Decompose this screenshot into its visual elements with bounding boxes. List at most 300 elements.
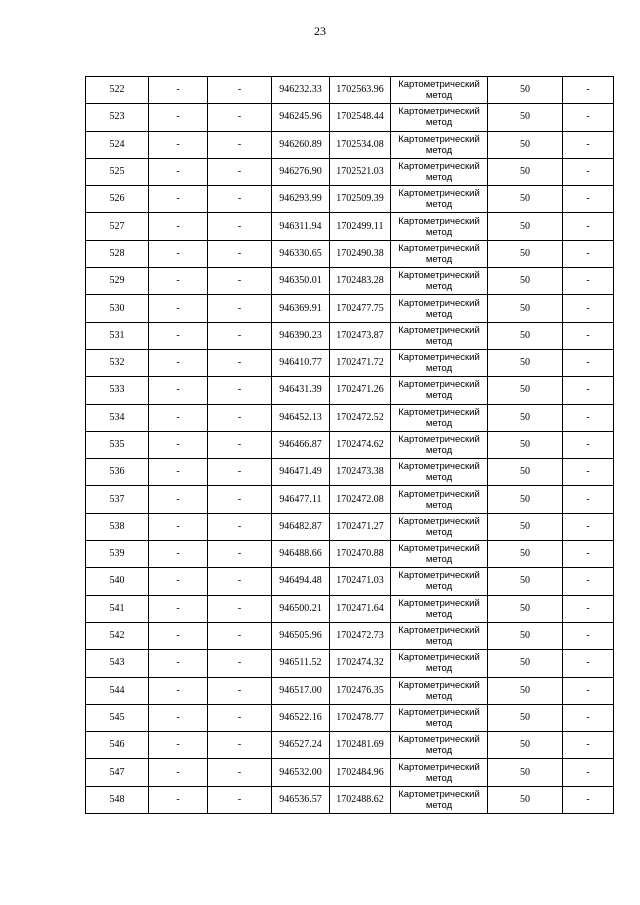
x-coordinate-cell: 946431.39 xyxy=(272,377,330,404)
method-line-2: метод xyxy=(425,799,453,811)
empty-dash-cell: - xyxy=(208,213,272,240)
empty-dash-cell: - xyxy=(563,404,614,431)
accuracy-cell: 50 xyxy=(488,158,563,185)
table-row xyxy=(86,295,614,322)
y-coordinate-cell: 1702476.35 xyxy=(330,677,391,704)
table-row xyxy=(86,732,614,759)
empty-dash-cell: - xyxy=(208,404,272,431)
y-coordinate-cell: 1702483.28 xyxy=(330,268,391,295)
y-coordinate-cell: 1702472.08 xyxy=(330,486,391,513)
empty-dash-cell: - xyxy=(563,213,614,240)
empty-dash-cell: - xyxy=(208,732,272,759)
empty-dash-cell: - xyxy=(208,704,272,731)
table-row xyxy=(86,759,614,786)
table-row xyxy=(86,186,614,213)
method-cell xyxy=(391,650,488,677)
empty-dash-cell: - xyxy=(563,240,614,267)
x-coordinate-cell: 946477.11 xyxy=(272,486,330,513)
table-row xyxy=(86,786,614,813)
table-row xyxy=(86,158,614,185)
accuracy-cell: 50 xyxy=(488,295,563,322)
empty-dash-cell: - xyxy=(563,622,614,649)
accuracy-cell: 50 xyxy=(488,541,563,568)
x-coordinate-cell: 946517.00 xyxy=(272,677,330,704)
table-row xyxy=(86,486,614,513)
empty-dash-cell: - xyxy=(208,431,272,458)
method-line-1: Картометрический xyxy=(398,379,480,391)
method-line-1: Картометрический xyxy=(398,352,480,364)
accuracy-cell: 50 xyxy=(488,377,563,404)
method-line-2: метод xyxy=(425,554,453,566)
empty-dash-cell: - xyxy=(563,268,614,295)
method-line-1: Картометрический xyxy=(398,79,480,91)
empty-dash-cell: - xyxy=(208,541,272,568)
empty-dash-cell: - xyxy=(563,786,614,813)
y-coordinate-cell: 1702499.11 xyxy=(330,213,391,240)
method-line-1: Картометрический xyxy=(398,679,480,691)
table-row xyxy=(86,104,614,131)
table-row xyxy=(86,268,614,295)
x-coordinate-cell: 946522.16 xyxy=(272,704,330,731)
empty-dash-cell: - xyxy=(208,677,272,704)
accuracy-cell: 50 xyxy=(488,595,563,622)
method-line-1: Картометрический xyxy=(398,652,480,664)
point-number-cell: 546 xyxy=(86,732,149,759)
method-line-2: метод xyxy=(425,663,453,675)
x-coordinate-cell: 946471.49 xyxy=(272,459,330,486)
method-line-1: Картометрический xyxy=(398,488,480,500)
empty-dash-cell: - xyxy=(563,595,614,622)
method-cell xyxy=(391,377,488,404)
y-coordinate-cell: 1702563.96 xyxy=(330,77,391,104)
method-line-2: метод xyxy=(425,335,453,347)
x-coordinate-cell: 946488.66 xyxy=(272,541,330,568)
empty-dash-cell: - xyxy=(208,377,272,404)
y-coordinate-cell: 1702472.52 xyxy=(330,404,391,431)
x-coordinate-cell: 946466.87 xyxy=(272,431,330,458)
method-line-2: метод xyxy=(425,499,453,511)
accuracy-cell: 50 xyxy=(488,131,563,158)
method-line-1: Картометрический xyxy=(398,106,480,118)
accuracy-cell: 50 xyxy=(488,759,563,786)
method-cell xyxy=(391,595,488,622)
empty-dash-cell: - xyxy=(208,459,272,486)
x-coordinate-cell: 946505.96 xyxy=(272,622,330,649)
x-coordinate-cell: 946276.90 xyxy=(272,158,330,185)
table-row xyxy=(86,568,614,595)
method-line-2: метод xyxy=(425,199,453,211)
point-number-cell: 534 xyxy=(86,404,149,431)
empty-dash-cell: - xyxy=(208,759,272,786)
point-number-cell: 547 xyxy=(86,759,149,786)
empty-dash-cell: - xyxy=(208,622,272,649)
empty-dash-cell: - xyxy=(563,759,614,786)
method-line-2: метод xyxy=(425,117,453,129)
empty-dash-cell: - xyxy=(208,513,272,540)
empty-dash-cell: - xyxy=(563,377,614,404)
empty-dash-cell: - xyxy=(563,104,614,131)
accuracy-cell: 50 xyxy=(488,459,563,486)
accuracy-cell: 50 xyxy=(488,622,563,649)
method-line-1: Картометрический xyxy=(398,324,480,336)
method-line-2: метод xyxy=(425,772,453,784)
empty-dash-cell: - xyxy=(563,186,614,213)
y-coordinate-cell: 1702470.88 xyxy=(330,541,391,568)
empty-dash-cell: - xyxy=(208,186,272,213)
point-number-cell: 544 xyxy=(86,677,149,704)
method-line-1: Картометрический xyxy=(398,242,480,254)
method-line-2: метод xyxy=(425,526,453,538)
method-line-1: Картометрический xyxy=(398,734,480,746)
method-cell xyxy=(391,677,488,704)
method-line-2: метод xyxy=(425,363,453,375)
method-cell xyxy=(391,240,488,267)
empty-dash-cell: - xyxy=(563,704,614,731)
table-row xyxy=(86,650,614,677)
accuracy-cell: 50 xyxy=(488,786,563,813)
x-coordinate-cell: 946293.99 xyxy=(272,186,330,213)
y-coordinate-cell: 1702548.44 xyxy=(330,104,391,131)
table-row xyxy=(86,404,614,431)
x-coordinate-cell: 946511.52 xyxy=(272,650,330,677)
y-coordinate-cell: 1702473.87 xyxy=(330,322,391,349)
method-cell xyxy=(391,131,488,158)
empty-dash-cell: - xyxy=(149,186,208,213)
x-coordinate-cell: 946232.33 xyxy=(272,77,330,104)
point-number-cell: 536 xyxy=(86,459,149,486)
method-cell xyxy=(391,459,488,486)
empty-dash-cell: - xyxy=(149,268,208,295)
method-line-2: метод xyxy=(425,253,453,265)
y-coordinate-cell: 1702471.72 xyxy=(330,349,391,376)
table-row xyxy=(86,541,614,568)
empty-dash-cell: - xyxy=(208,131,272,158)
empty-dash-cell: - xyxy=(149,131,208,158)
empty-dash-cell: - xyxy=(149,513,208,540)
accuracy-cell: 50 xyxy=(488,513,563,540)
empty-dash-cell: - xyxy=(563,732,614,759)
empty-dash-cell: - xyxy=(149,77,208,104)
method-line-2: метод xyxy=(425,417,453,429)
method-line-1: Картометрический xyxy=(398,434,480,445)
empty-dash-cell: - xyxy=(563,322,614,349)
point-number-cell: 541 xyxy=(86,595,149,622)
method-cell xyxy=(391,622,488,649)
table-row xyxy=(86,131,614,158)
empty-dash-cell: - xyxy=(563,431,614,458)
empty-dash-cell: - xyxy=(563,295,614,322)
method-line-1: Картометрический xyxy=(398,188,480,200)
page-number: 23 xyxy=(314,24,326,38)
method-cell xyxy=(391,486,488,513)
x-coordinate-cell: 946452.13 xyxy=(272,404,330,431)
table-row xyxy=(86,622,614,649)
y-coordinate-cell: 1702521.03 xyxy=(330,158,391,185)
y-coordinate-cell: 1702471.03 xyxy=(330,568,391,595)
y-coordinate-cell: 1702473.38 xyxy=(330,459,391,486)
point-number-cell: 526 xyxy=(86,186,149,213)
empty-dash-cell: - xyxy=(149,459,208,486)
y-coordinate-cell: 1702477.75 xyxy=(330,295,391,322)
method-line-2: метод xyxy=(425,144,453,156)
empty-dash-cell: - xyxy=(563,568,614,595)
table-row xyxy=(86,704,614,731)
method-line-1: Картометрический xyxy=(398,406,480,418)
method-line-1: Картометрический xyxy=(398,597,480,609)
accuracy-cell: 50 xyxy=(488,704,563,731)
method-cell xyxy=(391,186,488,213)
x-coordinate-cell: 946369.91 xyxy=(272,295,330,322)
method-line-2: метод xyxy=(425,445,453,456)
y-coordinate-cell: 1702471.27 xyxy=(330,513,391,540)
method-cell xyxy=(391,541,488,568)
empty-dash-cell: - xyxy=(563,77,614,104)
x-coordinate-cell: 946482.87 xyxy=(272,513,330,540)
method-cell xyxy=(391,513,488,540)
method-line-2: метод xyxy=(425,90,453,102)
method-cell xyxy=(391,213,488,240)
point-number-cell: 524 xyxy=(86,131,149,158)
table-row xyxy=(86,77,614,104)
method-line-1: Картометрический xyxy=(398,761,480,773)
method-cell xyxy=(391,759,488,786)
empty-dash-cell: - xyxy=(149,377,208,404)
x-coordinate-cell: 946330.65 xyxy=(272,240,330,267)
empty-dash-cell: - xyxy=(563,677,614,704)
method-cell xyxy=(391,322,488,349)
empty-dash-cell: - xyxy=(208,158,272,185)
x-coordinate-cell: 946311.94 xyxy=(272,213,330,240)
y-coordinate-cell: 1702488.62 xyxy=(330,786,391,813)
method-line-1: Картометрический xyxy=(398,133,480,145)
accuracy-cell: 50 xyxy=(488,404,563,431)
empty-dash-cell: - xyxy=(149,732,208,759)
point-number-cell: 545 xyxy=(86,704,149,731)
empty-dash-cell: - xyxy=(563,650,614,677)
method-cell xyxy=(391,158,488,185)
empty-dash-cell: - xyxy=(149,595,208,622)
y-coordinate-cell: 1702490.38 xyxy=(330,240,391,267)
empty-dash-cell: - xyxy=(149,295,208,322)
x-coordinate-cell: 946500.21 xyxy=(272,595,330,622)
y-coordinate-cell: 1702474.32 xyxy=(330,650,391,677)
empty-dash-cell: - xyxy=(149,404,208,431)
empty-dash-cell: - xyxy=(208,349,272,376)
method-line-2: метод xyxy=(425,636,453,648)
empty-dash-cell: - xyxy=(149,240,208,267)
accuracy-cell: 50 xyxy=(488,732,563,759)
point-number-cell: 529 xyxy=(86,268,149,295)
method-line-2: метод xyxy=(425,581,453,593)
method-line-1: Картометрический xyxy=(398,706,480,718)
table-row xyxy=(86,595,614,622)
x-coordinate-cell: 946532.00 xyxy=(272,759,330,786)
method-cell xyxy=(391,268,488,295)
coordinates-table xyxy=(85,76,614,814)
empty-dash-cell: - xyxy=(563,158,614,185)
x-coordinate-cell: 946494.48 xyxy=(272,568,330,595)
empty-dash-cell: - xyxy=(208,486,272,513)
method-line-2: метод xyxy=(425,472,453,484)
empty-dash-cell: - xyxy=(149,213,208,240)
method-cell xyxy=(391,77,488,104)
empty-dash-cell: - xyxy=(149,349,208,376)
y-coordinate-cell: 1702481.69 xyxy=(330,732,391,759)
point-number-cell: 531 xyxy=(86,322,149,349)
method-cell xyxy=(391,295,488,322)
y-coordinate-cell: 1702509.39 xyxy=(330,186,391,213)
empty-dash-cell: - xyxy=(149,677,208,704)
point-number-cell: 525 xyxy=(86,158,149,185)
method-cell xyxy=(391,349,488,376)
empty-dash-cell: - xyxy=(563,486,614,513)
method-line-1: Картометрический xyxy=(398,570,480,582)
method-line-2: метод xyxy=(425,226,453,238)
accuracy-cell: 50 xyxy=(488,650,563,677)
empty-dash-cell: - xyxy=(208,240,272,267)
empty-dash-cell: - xyxy=(208,650,272,677)
table-row xyxy=(86,349,614,376)
point-number-cell: 548 xyxy=(86,786,149,813)
empty-dash-cell: - xyxy=(208,595,272,622)
accuracy-cell: 50 xyxy=(488,486,563,513)
accuracy-cell: 50 xyxy=(488,104,563,131)
empty-dash-cell: - xyxy=(208,268,272,295)
point-number-cell: 528 xyxy=(86,240,149,267)
empty-dash-cell: - xyxy=(208,322,272,349)
x-coordinate-cell: 946410.77 xyxy=(272,349,330,376)
method-cell xyxy=(391,704,488,731)
table-row xyxy=(86,213,614,240)
accuracy-cell: 50 xyxy=(488,213,563,240)
accuracy-cell: 50 xyxy=(488,77,563,104)
empty-dash-cell: - xyxy=(563,513,614,540)
table-row xyxy=(86,459,614,486)
y-coordinate-cell: 1702471.26 xyxy=(330,377,391,404)
point-number-cell: 543 xyxy=(86,650,149,677)
y-coordinate-cell: 1702472.73 xyxy=(330,622,391,649)
empty-dash-cell: - xyxy=(208,568,272,595)
method-line-2: метод xyxy=(425,172,453,184)
point-number-cell: 535 xyxy=(86,431,149,458)
method-line-2: метод xyxy=(425,690,453,702)
point-number-cell: 539 xyxy=(86,541,149,568)
accuracy-cell: 50 xyxy=(488,322,563,349)
method-line-1: Картометрический xyxy=(398,215,480,227)
empty-dash-cell: - xyxy=(563,541,614,568)
empty-dash-cell: - xyxy=(149,104,208,131)
empty-dash-cell: - xyxy=(149,759,208,786)
method-cell xyxy=(391,732,488,759)
empty-dash-cell: - xyxy=(208,786,272,813)
empty-dash-cell: - xyxy=(563,349,614,376)
point-number-cell: 538 xyxy=(86,513,149,540)
accuracy-cell: 50 xyxy=(488,240,563,267)
x-coordinate-cell: 946536.57 xyxy=(272,786,330,813)
empty-dash-cell: - xyxy=(149,650,208,677)
accuracy-cell: 50 xyxy=(488,268,563,295)
method-line-2: метод xyxy=(425,717,453,729)
empty-dash-cell: - xyxy=(149,622,208,649)
table-row xyxy=(86,677,614,704)
table-body xyxy=(86,77,614,814)
method-line-2: метод xyxy=(425,281,453,293)
method-cell xyxy=(391,568,488,595)
empty-dash-cell: - xyxy=(563,131,614,158)
point-number-cell: 542 xyxy=(86,622,149,649)
method-cell xyxy=(391,104,488,131)
method-line-1: Картометрический xyxy=(398,161,480,173)
empty-dash-cell: - xyxy=(208,77,272,104)
point-number-cell: 540 xyxy=(86,568,149,595)
empty-dash-cell: - xyxy=(149,158,208,185)
accuracy-cell: 50 xyxy=(488,677,563,704)
empty-dash-cell: - xyxy=(563,459,614,486)
method-line-1: Картометрический xyxy=(398,788,480,800)
empty-dash-cell: - xyxy=(149,786,208,813)
accuracy-cell: 50 xyxy=(488,349,563,376)
x-coordinate-cell: 946527.24 xyxy=(272,732,330,759)
method-line-1: Картометрический xyxy=(398,270,480,282)
x-coordinate-cell: 946390.23 xyxy=(272,322,330,349)
x-coordinate-cell: 946350.01 xyxy=(272,268,330,295)
empty-dash-cell: - xyxy=(149,541,208,568)
accuracy-cell: 50 xyxy=(488,186,563,213)
y-coordinate-cell: 1702474.62 xyxy=(330,431,391,458)
table-row xyxy=(86,322,614,349)
empty-dash-cell: - xyxy=(149,322,208,349)
method-line-1: Картометрический xyxy=(398,515,480,527)
point-number-cell: 522 xyxy=(86,77,149,104)
method-line-1: Картометрический xyxy=(398,461,480,473)
empty-dash-cell: - xyxy=(149,486,208,513)
method-line-2: метод xyxy=(425,390,453,402)
accuracy-cell: 50 xyxy=(488,568,563,595)
table-row xyxy=(86,377,614,404)
method-cell xyxy=(391,786,488,813)
point-number-cell: 537 xyxy=(86,486,149,513)
y-coordinate-cell: 1702484.96 xyxy=(330,759,391,786)
point-number-cell: 532 xyxy=(86,349,149,376)
x-coordinate-cell: 946260.89 xyxy=(272,131,330,158)
method-cell xyxy=(391,431,488,458)
table-row xyxy=(86,513,614,540)
method-line-1: Картометрический xyxy=(398,625,480,637)
method-cell xyxy=(391,404,488,431)
y-coordinate-cell: 1702478.77 xyxy=(330,704,391,731)
point-number-cell: 527 xyxy=(86,213,149,240)
y-coordinate-cell: 1702471.64 xyxy=(330,595,391,622)
method-line-2: метод xyxy=(425,745,453,757)
method-line-2: метод xyxy=(425,608,453,620)
accuracy-cell: 50 xyxy=(488,431,563,458)
table-row xyxy=(86,431,614,458)
point-number-cell: 523 xyxy=(86,104,149,131)
empty-dash-cell: - xyxy=(208,295,272,322)
table-row xyxy=(86,240,614,267)
empty-dash-cell: - xyxy=(149,431,208,458)
empty-dash-cell: - xyxy=(208,104,272,131)
point-number-cell: 530 xyxy=(86,295,149,322)
point-number-cell: 533 xyxy=(86,377,149,404)
method-line-1: Картометрический xyxy=(398,543,480,555)
method-line-1: Картометрический xyxy=(398,297,480,309)
empty-dash-cell: - xyxy=(149,568,208,595)
x-coordinate-cell: 946245.96 xyxy=(272,104,330,131)
method-line-2: метод xyxy=(425,308,453,320)
empty-dash-cell: - xyxy=(149,704,208,731)
y-coordinate-cell: 1702534.08 xyxy=(330,131,391,158)
